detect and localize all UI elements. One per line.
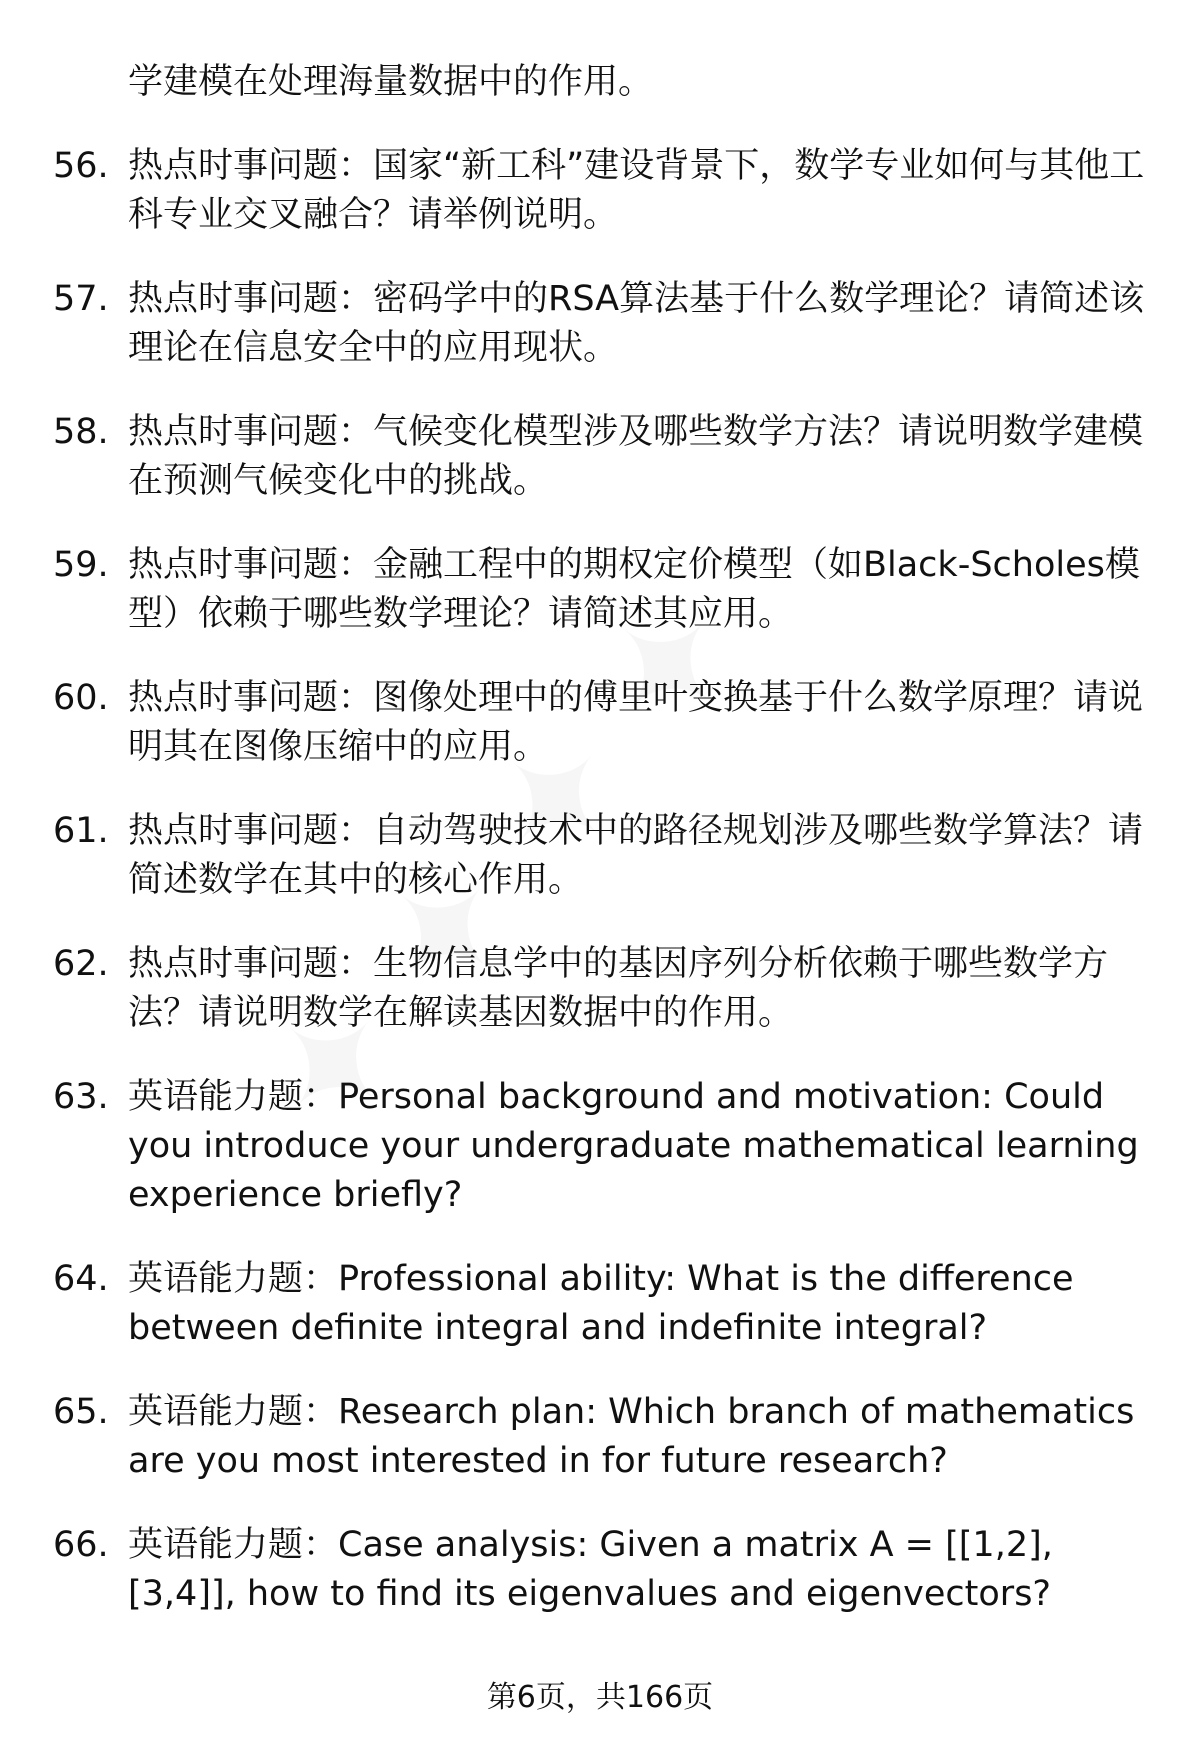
question-item <box>0 1388 1200 1486</box>
question-text: 热点时事问题：生物信息学中的基因序列分析依赖于哪些数学方法？请说明数学在解读基因数据中的作用。 <box>128 944 1109 1033</box>
question-item <box>0 408 1200 506</box>
question-item <box>0 807 1200 905</box>
question-item <box>0 1073 1200 1220</box>
question-item <box>0 275 1200 373</box>
question-text: 热点时事问题：气候变化模型涉及哪些数学方法？请说明数学建模在预测气候变化中的挑战。 <box>128 412 1144 501</box>
question-item <box>0 1521 1200 1619</box>
question-item <box>0 142 1200 240</box>
question-number: 63. <box>53 1077 109 1117</box>
question-text: 英语能力题：Professional ability: What is the difference between definite integral and indefinite integral? <box>128 1259 1074 1348</box>
question-number: 58. <box>53 412 109 452</box>
question-item <box>0 1255 1200 1353</box>
question-item <box>0 674 1200 772</box>
question-number: 66. <box>53 1525 109 1565</box>
question-text: 热点时事问题：国家“新工科”建设背景下，数学专业如何与其他工科专业交叉融合？请举例说明。 <box>128 146 1145 235</box>
question-number: 57. <box>53 279 109 319</box>
question-text: 英语能力题：Research plan: Which branch of mathematics are you most interested in for future research? <box>128 1392 1135 1481</box>
question-text: 英语能力题：Case analysis: Given a matrix A = [[1,2],[3,4]], how to find its eigenvalues and eigenvectors? <box>128 1525 1053 1614</box>
question-number: 61. <box>53 811 109 851</box>
question-number: 59. <box>53 545 109 585</box>
paragraph-text: 学建模在处理海量数据中的作用。 <box>128 62 654 102</box>
continued-paragraph <box>0 58 1200 107</box>
question-number: 60. <box>53 678 109 718</box>
question-text: 热点时事问题：密码学中的RSA算法基于什么数学理论？请简述该理论在信息安全中的应用现状。 <box>128 279 1145 368</box>
question-number: 56. <box>53 146 109 186</box>
question-number: 65. <box>53 1392 109 1432</box>
question-text: 热点时事问题：图像处理中的傅里叶变换基于什么数学原理？请说明其在图像压缩中的应用。 <box>128 678 1144 767</box>
question-list <box>0 58 1200 1654</box>
question-item <box>0 541 1200 639</box>
page-footer: 第6页，共166页 <box>486 1680 714 1715</box>
question-text: 热点时事问题：自动驾驶技术中的路径规划涉及哪些数学算法？请简述数学在其中的核心作用。 <box>128 811 1144 900</box>
question-number: 64. <box>53 1259 109 1299</box>
question-number: 62. <box>53 944 109 984</box>
question-item <box>0 940 1200 1038</box>
question-text: 热点时事问题：金融工程中的期权定价模型（如Black-Scholes模型）依赖于哪些数学理论？请简述其应用。 <box>128 545 1140 634</box>
question-text: 英语能力题：Personal background and motivation: Could you introduce your undergraduate mathematical learning experience briefly? <box>128 1077 1139 1215</box>
